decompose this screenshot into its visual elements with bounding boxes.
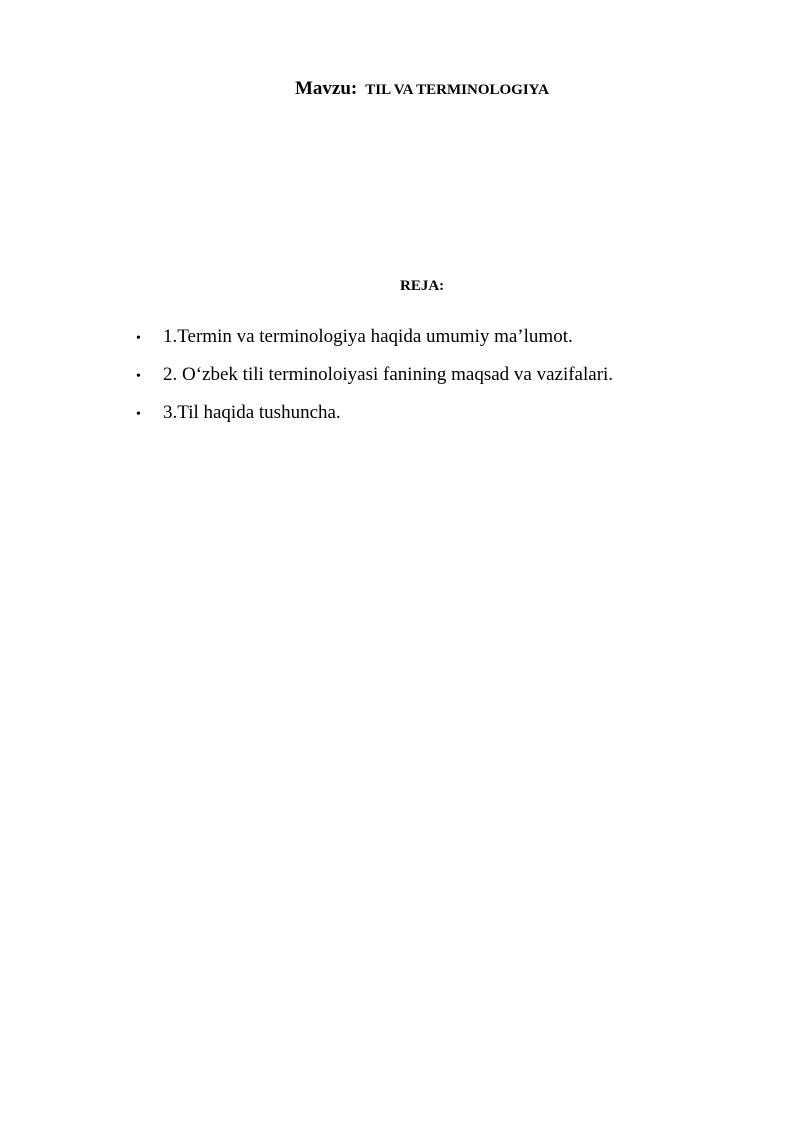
plan-item-text: 2. O‘zbek tili terminoloiyasi fanining maqsad va vazifalari. [163, 364, 614, 385]
plan-heading: REJA: [400, 278, 445, 294]
bullet-icon: • [136, 407, 141, 422]
plan-list [136, 326, 613, 440]
bullet-icon: • [136, 369, 141, 384]
topic-label: Mavzu: [295, 78, 358, 99]
plan-item-1 [136, 326, 613, 364]
plan-item-3 [136, 402, 613, 440]
plan-item-2 [136, 364, 613, 402]
plan-item-text: 1.Termin va terminologiya haqida umumiy ma’lumot. [163, 326, 573, 347]
topic-title: TIL VA TERMINOLOGIYA [365, 82, 549, 98]
topic-line [295, 78, 549, 100]
bullet-icon: • [136, 331, 141, 346]
plan-item-text: 3.Til haqida tushuncha. [163, 402, 341, 423]
